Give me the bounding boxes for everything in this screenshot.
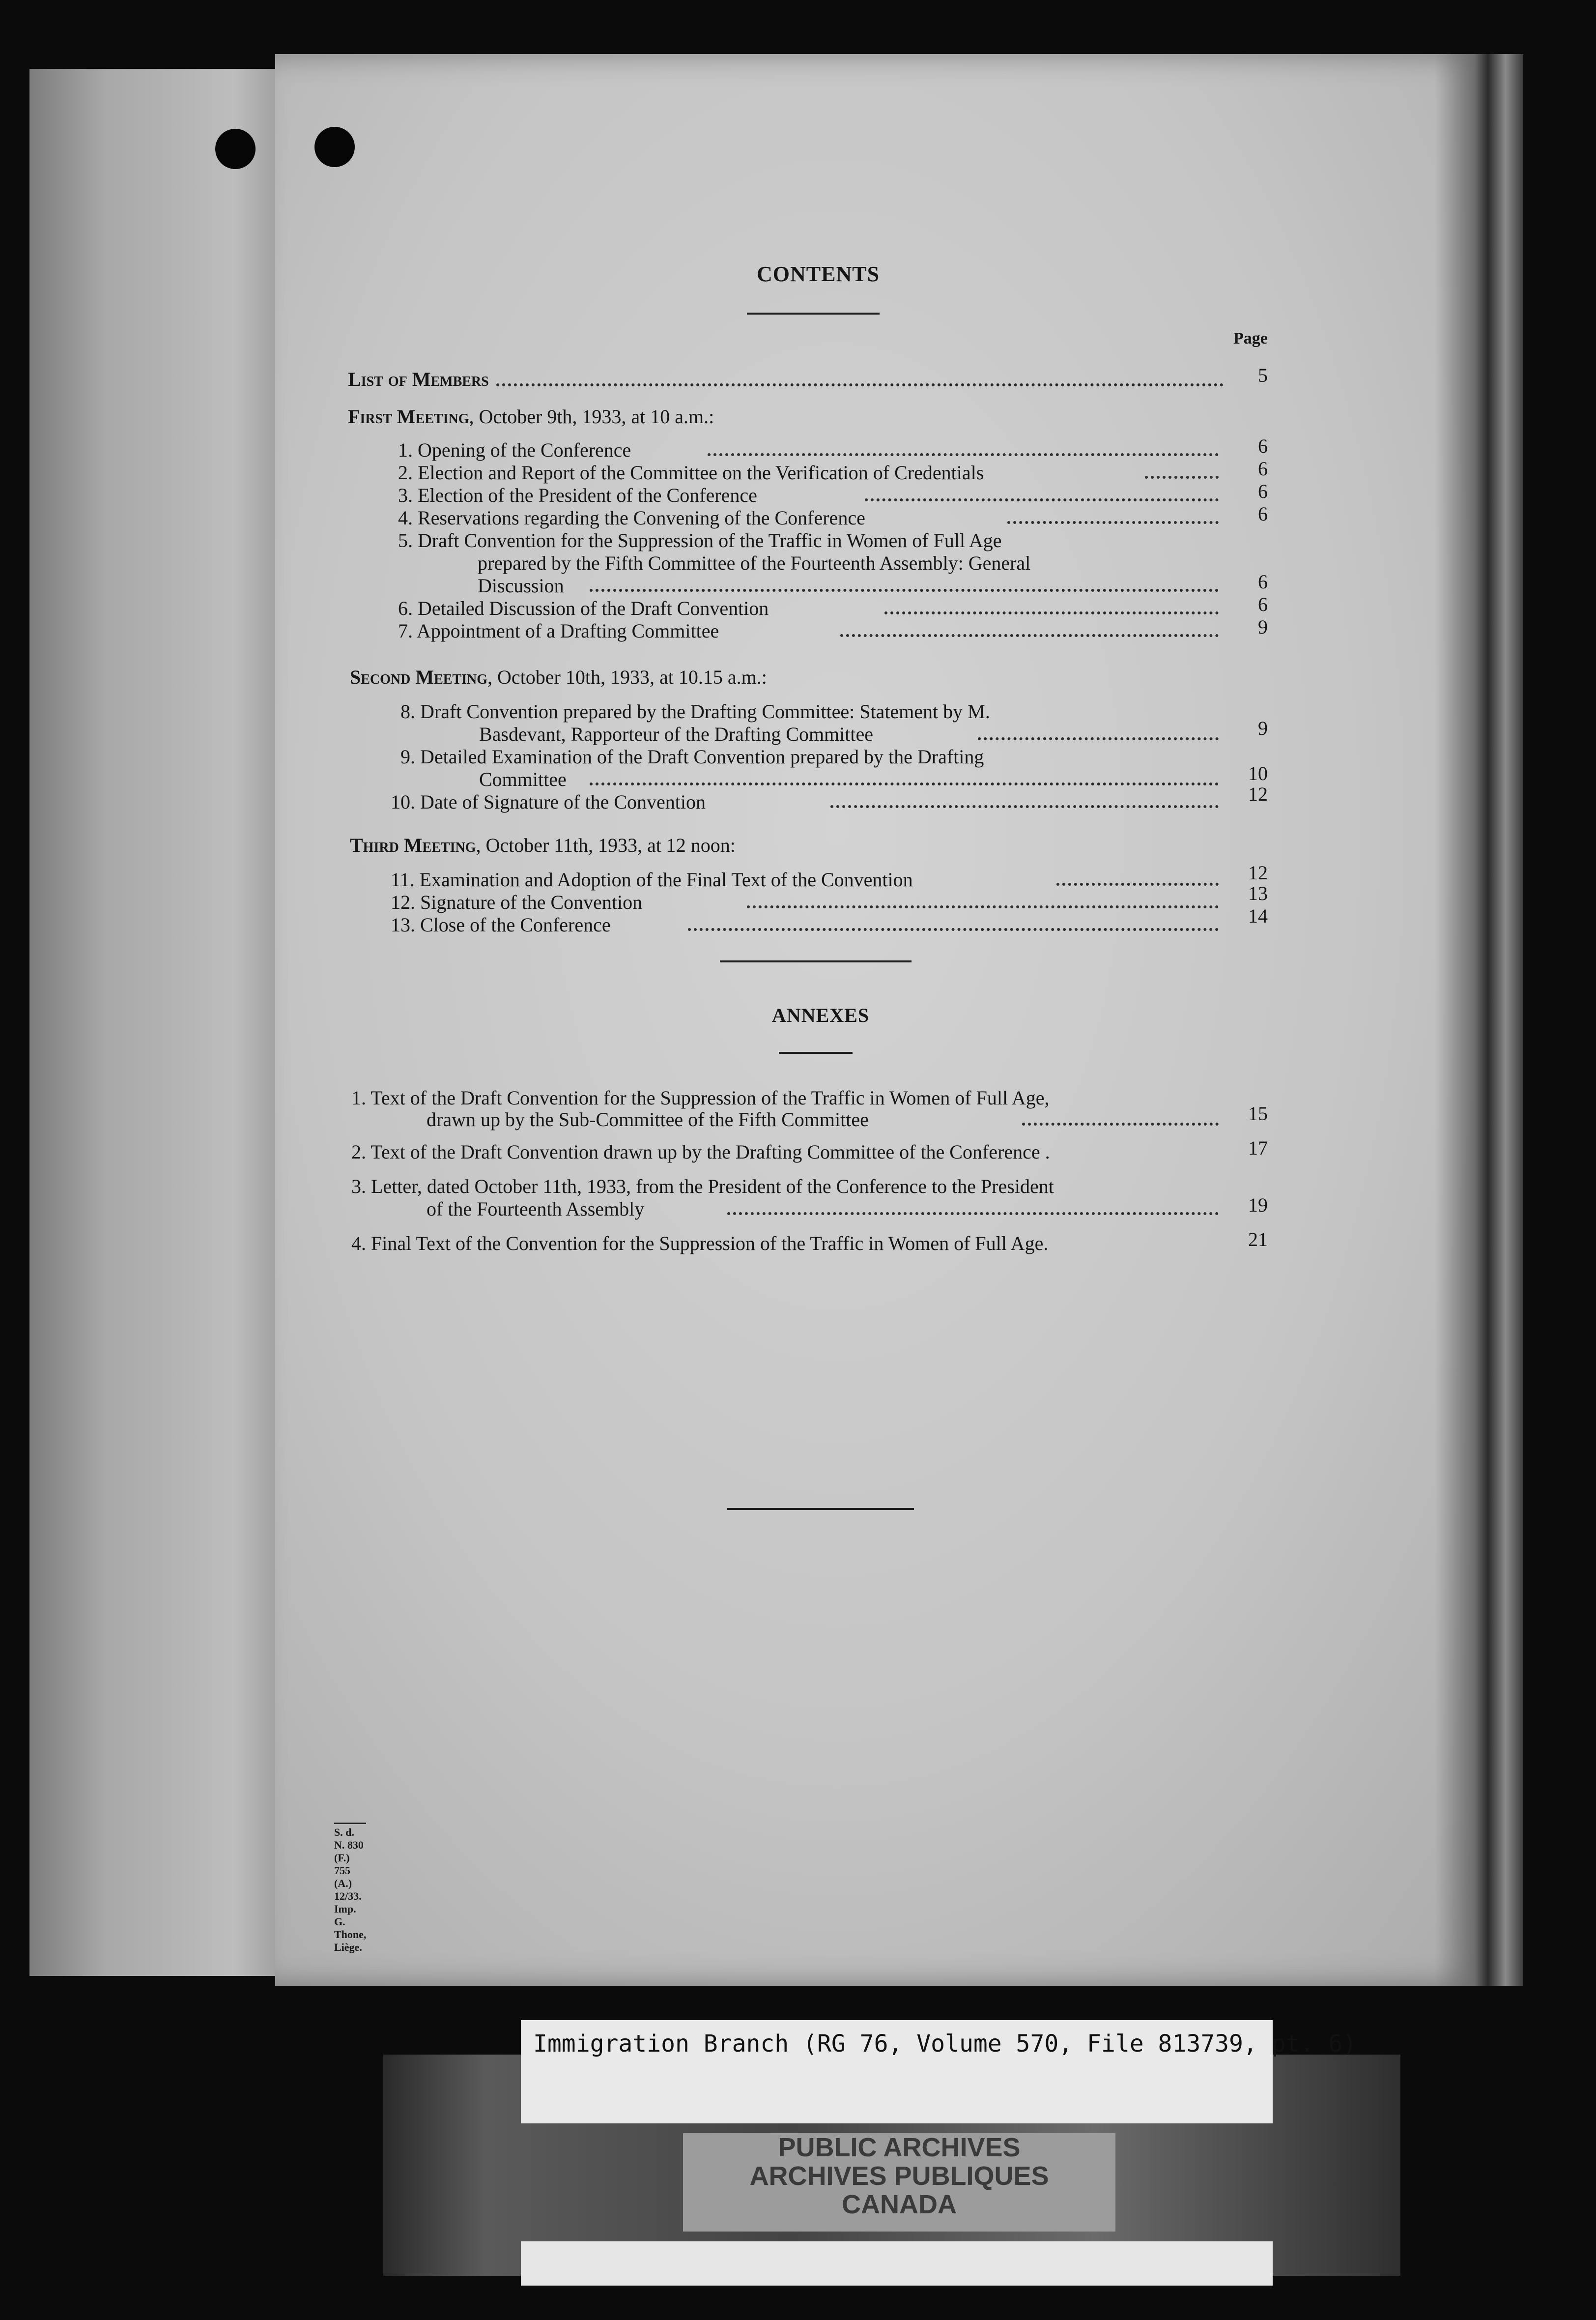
page-number: 12 [1248, 783, 1268, 805]
dot-leader [1056, 883, 1219, 886]
page-edge-shadow [1435, 54, 1523, 1986]
page-number: 12 [1248, 862, 1268, 884]
annex-item-4: 4. Final Text of the Convention for the Suppression of the Traffic in Women of Full Age. [351, 1232, 1049, 1254]
page-number: 14 [1248, 905, 1268, 927]
dot-leader [1007, 521, 1219, 524]
toc-item-5-cont: Discussion [478, 575, 564, 597]
page-number: 6 [1258, 503, 1268, 525]
page-number: 13 [1248, 882, 1268, 904]
toc-item-13: 13. Close of the Conference [391, 914, 611, 936]
page-number: 10 [1248, 762, 1268, 784]
annex-item-3-cont: of the Fourteenth Assembly [427, 1198, 645, 1220]
toc-item-5: 5. Draft Convention for the Suppression of the Traffic in Women of Full Age [398, 529, 1002, 551]
dot-leader [840, 634, 1219, 637]
end-divider [727, 1508, 914, 1510]
printer-imprint: S. d. N. 830 (F.) 755 (A.) 12/33. Imp. G. Thone, Liège. [334, 1823, 366, 1954]
section-heading-second-meeting: Second Meeting, October 10th, 1933, at 10.15 a.m.: [350, 666, 767, 688]
annex-item-1-cont: drawn up by the Sub-Committee of the Fifth Committee [427, 1108, 869, 1131]
section-heading-members: List of Members [348, 368, 489, 390]
contents-title: CONTENTS [757, 262, 880, 286]
document-page [275, 54, 1523, 1986]
dot-leader [1022, 1123, 1219, 1126]
page-number: 17 [1248, 1137, 1268, 1159]
toc-item-6: 6. Detailed Discussion of the Draft Convention [398, 597, 769, 619]
toc-item-4: 4. Reservations regarding the Convening of the Conference [398, 507, 865, 529]
page-number: 6 [1258, 593, 1268, 615]
toc-item-2: 2. Election and Report of the Committee on the Verification of Credentials [398, 462, 984, 484]
archive-reference: Immigration Branch (RG 76, Volume 570, File 813739, pt. 6) [533, 2030, 1357, 2058]
dot-leader [865, 498, 1219, 501]
page-number: 15 [1248, 1102, 1268, 1125]
toc-item-11: 11. Examination and Adoption of the Final Text of the Convention [391, 869, 913, 891]
annexes-title: ANNEXES [771, 1004, 870, 1026]
toc-item-8-cont: Basdevant, Rapporteur of the Drafting Committee [479, 723, 874, 745]
dot-leader [1145, 476, 1219, 479]
page-number: 6 [1258, 458, 1268, 480]
dot-leader [727, 1212, 1219, 1215]
toc-item-7: 7. Appointment of a Drafting Committee [398, 620, 719, 642]
toc-item-5-cont: prepared by the Fifth Committee of the Fourteenth Assembly: General [478, 552, 1031, 574]
toc-item-1: 1. Opening of the Conference [398, 439, 631, 461]
page-number: 6 [1258, 480, 1268, 502]
annex-item-2: 2. Text of the Draft Convention drawn up by the Drafting Committee of the Conference . [351, 1141, 1050, 1163]
toc-item-10: 10. Date of Signature of the Convention [391, 791, 706, 813]
toc-item-12: 12. Signature of the Convention [391, 891, 643, 913]
dot-leader [496, 383, 1224, 386]
archive-label-bottom [521, 2241, 1273, 2286]
toc-item-3: 3. Election of the President of the Conference [398, 484, 757, 506]
page-number: 9 [1258, 616, 1268, 638]
title-underline [747, 313, 880, 315]
page-number: 6 [1258, 435, 1268, 457]
section-divider [720, 960, 912, 962]
dot-leader [590, 589, 1219, 592]
section-heading-first-meeting: First Meeting, October 9th, 1933, at 10 a.m.: [348, 406, 714, 428]
toc-item-9-cont: Committee [479, 768, 567, 790]
stamp-line: ARCHIVES PUBLIQUES [749, 2161, 1049, 2191]
dot-leader [590, 783, 1219, 785]
page-number: 6 [1258, 571, 1268, 593]
archives-stamp [683, 2133, 1115, 2232]
stamp-line: CANADA [842, 2190, 957, 2219]
dot-leader [978, 737, 1219, 740]
dot-leader [747, 905, 1219, 908]
punch-hole [215, 129, 256, 169]
dot-leader [830, 805, 1219, 808]
toc-item-8: 8. Draft Convention prepared by the Drafting Committee: Statement by M. [400, 700, 990, 723]
page-number: 5 [1258, 364, 1268, 386]
annex-item-1: 1. Text of the Draft Convention for the Suppression of the Traffic in Women of Full Age, [351, 1087, 1050, 1109]
page-number: 9 [1258, 717, 1268, 739]
page-number: 21 [1248, 1228, 1268, 1250]
punch-hole [314, 127, 355, 167]
binding-strip [29, 69, 285, 1976]
dot-leader [708, 453, 1219, 456]
dot-leader [884, 611, 1219, 614]
stamp-line: PUBLIC ARCHIVES [778, 2133, 1021, 2162]
toc-item-9: 9. Detailed Examination of the Draft Convention prepared by the Drafting [400, 746, 984, 768]
page-number: 19 [1248, 1194, 1268, 1216]
page-column-label: Page [1233, 329, 1268, 348]
annex-item-3: 3. Letter, dated October 11th, 1933, from the President of the Conference to the President [351, 1175, 1054, 1197]
annexes-underline [779, 1052, 853, 1054]
section-heading-third-meeting: Third Meeting, October 11th, 1933, at 12 noon: [350, 834, 736, 856]
dot-leader [688, 928, 1219, 931]
